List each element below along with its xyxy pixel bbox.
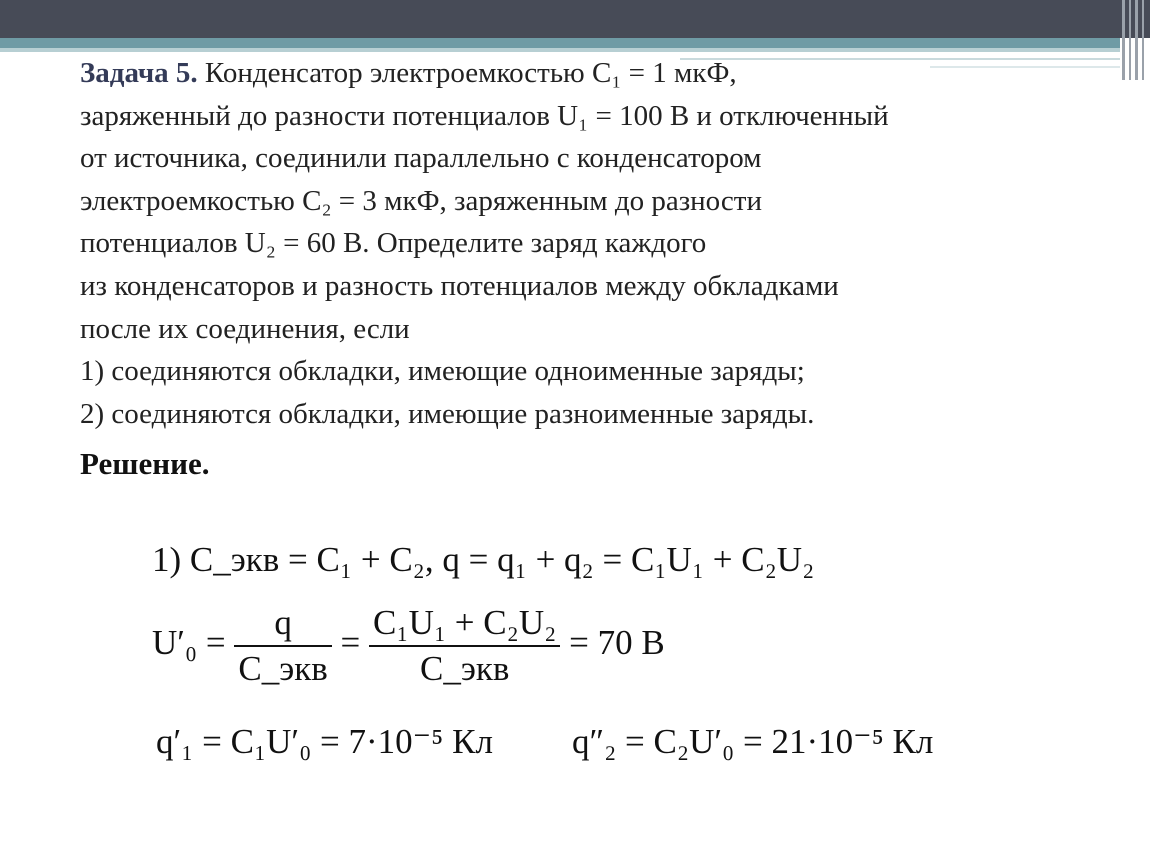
fraction-1-denominator: C_экв (238, 649, 328, 688)
equation-2: U′₀ = $\frac{q}{\text{C\_экв}}$ = $\frac{\text{C₁U₁ + C₂U₂}}{\text{C\_экв}}$ = 70 В (152, 603, 665, 688)
task-line-7: после их соединения, если (80, 312, 410, 345)
equation-2-lhs: U′₀ = (152, 623, 226, 663)
equation-3-left: q′₁ = C₁U′₀ = 7·10⁻⁵ Кл (156, 722, 493, 761)
task-text (80, 52, 1080, 435)
corner-decoration (1118, 0, 1150, 80)
equation-3-right: q″₂ = C₂U′₀ = 21·10⁻⁵ Кл (572, 722, 934, 761)
task-line-9: 2) соединяются обкладки, имеющие разноименные заряды. (80, 397, 815, 430)
task-line-3: от источника, соединили параллельно с конденсатором (80, 142, 762, 175)
fraction-2-numerator: C₁U₁ + C₂U₂ (369, 603, 560, 647)
task-title: Задача 5. (80, 57, 198, 89)
header-bar (0, 0, 1150, 38)
solution-heading: Решение. (80, 446, 210, 481)
task-line-5: потенциалов U₂ = 60 В. Определите заряд каждого (80, 227, 707, 260)
fraction-1 (234, 603, 331, 689)
fraction-2 (369, 603, 560, 689)
fraction-2-denominator: C_экв (419, 649, 510, 688)
task-line-2: заряженный до разности потенциалов U₁ = 100 В и отключенный (80, 99, 889, 132)
header-accent-stripe (0, 38, 1120, 48)
task-line-1: Задача 5. Конденсатор электроемкостью C₁ = 1 мкФ, (80, 57, 737, 89)
task-line-6: из конденсаторов и разность потенциалов между обкладками (80, 269, 839, 302)
equation-1: 1) C_экв = C₁ + C₂, q = q₁ + q₂ = C₁U₁ + C₂U₂ (152, 540, 815, 579)
fraction-1-numerator: q (234, 603, 331, 647)
task-line-8: 1) соединяются обкладки, имеющие одноименные заряды; (80, 355, 805, 388)
equation-2-result: = 70 В (569, 623, 665, 663)
task-line-4: электроемкостью C₂ = 3 мкФ, заряженным до разности (80, 184, 762, 217)
